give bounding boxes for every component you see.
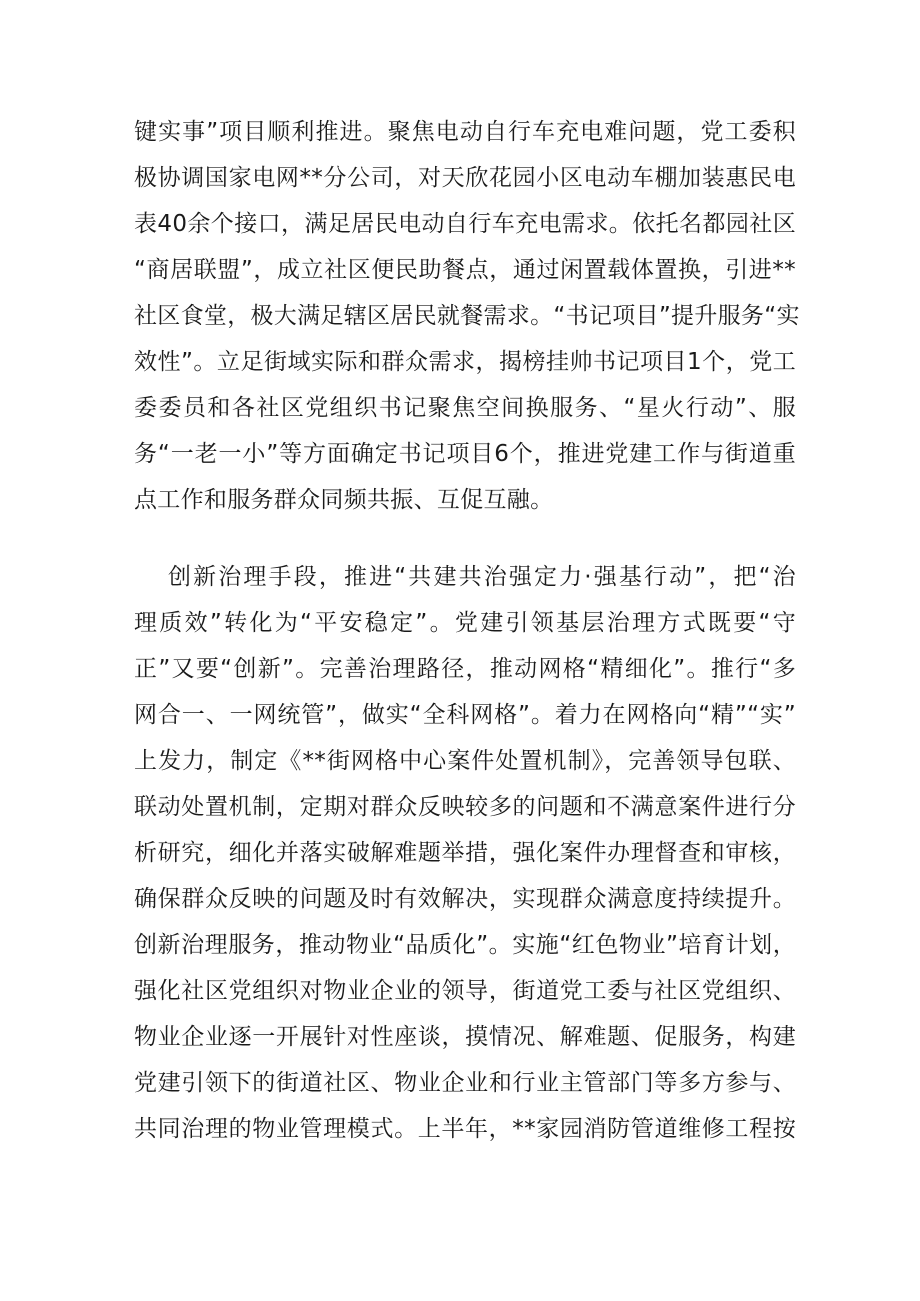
paragraph-line: 创新治理手段，推进“共建共治强定力·强基行动”，把“治 xyxy=(168,564,796,590)
paragraph-line: 务“一老一小”等方面确定书记项目6个，推进党建工作与街道重 xyxy=(134,441,796,467)
paragraph-line: 物业企业逐一开展针对性座谈，摸情况、解难题、促服务，构建 xyxy=(134,1024,796,1050)
paragraph-line: 党建引领下的街道社区、物业企业和行业主管部门等多方参与、 xyxy=(134,1070,796,1096)
paragraph-line: 理质效”转化为“平安稳定”。党建引领基层治理方式既要“守 xyxy=(134,610,796,636)
paragraph-line: 创新治理服务，推动物业“品质化”。实施“红色物业”培育计划， xyxy=(134,932,796,958)
paragraph-line: 强化社区党组织对物业企业的领导，街道党工委与社区党组织、 xyxy=(134,978,796,1004)
paragraph-line: “商居联盟”，成立社区便民助餐点，通过闲置载体置换，引进** xyxy=(134,257,796,283)
paragraph-line: 社区食堂，极大满足辖区居民就餐需求。“书记项目”提升服务“实 xyxy=(134,303,800,329)
paragraph-line: 联动处置机制，定期对群众反映较多的问题和不满意案件进行分 xyxy=(134,794,796,820)
paragraph-line: 效性”。立足街域实际和群众需求，揭榜挂帅书记项目1个，党工 xyxy=(134,349,796,375)
paragraph-line: 表40余个接口，满足居民电动自行车充电需求。依托名都园社区 xyxy=(134,211,796,237)
paragraph-line: 析研究，细化并落实破解难题举措，强化案件办理督查和审核， xyxy=(134,840,796,866)
paragraph-line: 正”又要“创新”。完善治理路径，推动网格“精细化”。推行“多 xyxy=(134,656,796,682)
paragraph-line: 点工作和服务群众同频共振、互促互融。 xyxy=(134,487,554,513)
paragraph-line: 委委员和各社区党组织书记聚焦空间换服务、“星火行动”、服 xyxy=(134,395,796,421)
paragraph-2 xyxy=(134,554,796,1152)
paragraph-line: 共同治理的物业管理模式。上半年，**家园消防管道维修工程按 xyxy=(134,1116,796,1142)
paragraph-line: 键实事”项目顺利推进。聚焦电动自行车充电难问题，党工委积 xyxy=(134,119,796,145)
paragraph-1 xyxy=(134,109,800,523)
paragraph-line: 确保群众反映的问题及时有效解决，实现群众满意度持续提升。 xyxy=(134,886,796,912)
paragraph-line: 上发力，制定《**街网格中心案件处置机制》，完善领导包联、 xyxy=(134,748,796,774)
paragraph-line: 网合一、一网统管”，做实“全科网格”。着力在网格向“精”“实” xyxy=(134,702,796,728)
paragraph-line: 极协调国家电网**分公司，对天欣花园小区电动车棚加装惠民电 xyxy=(134,165,796,191)
